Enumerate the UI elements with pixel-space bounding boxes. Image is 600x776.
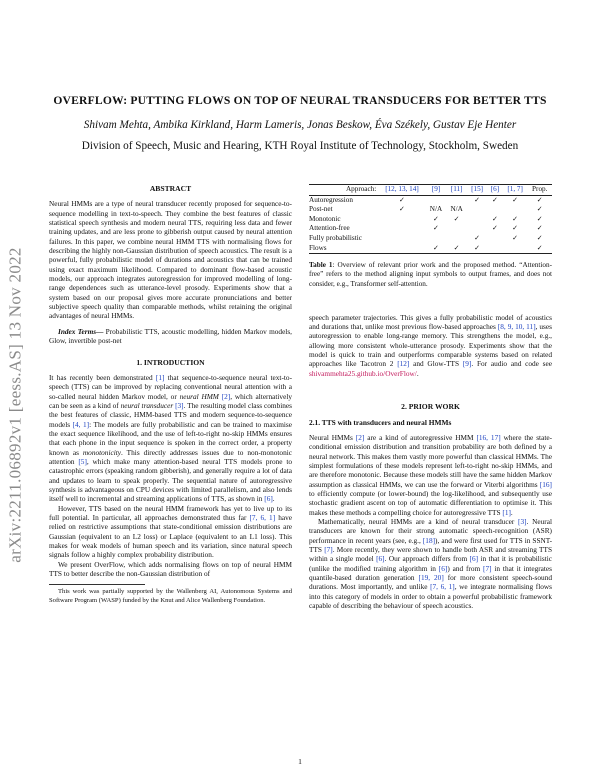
table-column-header: [15] [467, 185, 487, 196]
arxiv-stamp-text: arXiv:2211.06892v1 [eess.AS] 13 Nov 2022 [6, 247, 26, 563]
citation-link[interactable]: [2] [355, 432, 365, 442]
table-header-label: Approach: [309, 185, 378, 196]
table-row [309, 205, 552, 215]
table-cell: ✓ [432, 214, 439, 223]
citation-link[interactable]: [7] [324, 544, 333, 554]
table-row [309, 234, 552, 244]
citation-link[interactable]: [2] [221, 391, 231, 401]
citation-link[interactable]: [8, 9, 10, 11] [497, 322, 536, 332]
table-caption-text: : Overview of relevant prior work and the proposed method. “Attention-free” refers to the method aligning input symbols to output frames, and does not consider, e.g., Transformer self-attention. [309, 261, 552, 288]
intro-paragraph-2: However, TTS based on the neural HMM framework has yet to live up to its full potential. In particular, all approaches demonstrated thus far [7, 6, 1] have relied on restrictive assumptions that state-conditional emission distributions are Gaussian (equivalent to an L2 loss) or Laplace (equivalent to an L1 loss). This makes for weak models of human speech and its variation, since natural speech signals follow a highly complex probability distribution. [49, 503, 292, 560]
citation-link[interactable]: [19, 20] [418, 573, 444, 583]
citation-link[interactable]: [6] [438, 563, 448, 573]
row-label: Autoregression [309, 195, 353, 204]
row-label: Monotonic [309, 214, 341, 223]
table-cell: ✓ [512, 214, 519, 223]
citation-link[interactable]: [3] [518, 516, 527, 526]
page-number: 1 [298, 757, 302, 766]
intro-paragraph-1: It has recently been demonstrated [1] that sequence-to-sequence neural text-to-speech (TTS) can be improved by replacing conventional neural attention with a so-called neural hidden Markov model, or neural HMM [2], which alternatively can be seen as a kind of neural transducer [3]. The resulting model class combines the best features of classic, HMM-based TTS and modern sequence-to-sequence models [4, 1]: The models are fully probabilistic and can be trained to maximise the exact sequence likelihood, and the use of left-to-right no-skip HMMs ensures that each phone in the input sequence is spoken in the correct order, a property known as monotonicity. This directly addresses issues due to non-monotonic attention [5], which make many attention-based neural TTS models prone to catastrophic errors (speaking random gibberish), and generally require a lot of data and updates to learn to speak properly. The sequential nature of autoregressive synthesis is advantageous on CPU devices with limited parallelism, and also lends itself well to incremental and streaming applications of TTS, as shown in [6]. [49, 372, 293, 504]
citation-link[interactable]: [5] [78, 456, 87, 466]
index-terms [49, 327, 292, 346]
abstract-text: Neural HMMs are a type of neural transducer recently proposed for sequence-to-sequence modelling in text-to-speech. They combine the best features of classic statistical speech synthesis and modern neural TTS, requiring less data and fewer training updates, and are less prone to gibberish output caused by neural attention failures. In this paper, we combine neural HMM TTS with normalising flows for describing the highly non-Gaussian distribution of speech acoustics. The result is a powerful, fully probabilistic model of durations and acoustics that can be trained using exact maximum likelihood. Compared to dominant flow-based acoustic models, our approach integrates autoregression for improved modelling of long-range dependences such as utterance-level prosody. Experiments show that a system based on our proposal gives more accurate pronunciations and better subjective speech quality than comparable methods, whilst retaining the original advantages of neural HMMs. [49, 199, 292, 321]
intro-paragraph-3: We present OverFlow, which adds normalising flows on top of neural HMM TTS to better describe the non-Gaussian distribution of [49, 559, 292, 579]
table-cell: ✓ [432, 224, 439, 233]
table-cell [467, 224, 487, 234]
paper-title: OVERFLOW: PUTTING FLOWS ON TOP OF NEURAL TRANSDUCERS FOR BETTER TTS [53, 94, 547, 107]
intro-continued-paragraph: speech parameter trajectories. This gives a fully probabilistic model of acoustics and durations that, unlike most previous flow-based approaches [8, 9, 10, 11], uses autoregression to enable long-range memory. This strengthens the model, e.g., allowing more consistent whole-utterance prosody. Experiments show that the model is quick to train and outperforms comparable systems based on related approaches like Tacotron 2 [12] and Glow-TTS [9]. For audio and code see shivammehta25.github.io/OverFlow/. [309, 312, 552, 378]
prior-paragraph-2: Mathematically, neural HMMs are a kind of neural transducer [3]. Neural transducers are known for their strong automatic speech-recognition (ASR) performance in recent years (see, e.g., [18]), and were first used for TTS in SSNT-TTS [7]. More recently, they were shown to handle both ASR and streaming TTS within a single model [6]. Our approach differs from [6] in that it is probabilistic (unlike the modified training algorithm in [6]) and from [7] in that it integrates quantile-based duration generation [19, 20] for more consistent speech-sound durations. Most importantly, and unlike [7, 6, 1], we integrate normalising flows into this category of models in order to obtain a powerful probabilistic framework capable of describing the behaviour of speech acoustics. [309, 516, 552, 611]
table-cell [378, 234, 425, 244]
row-label: Post-net [309, 205, 333, 214]
table-cell: ✓ [491, 195, 498, 204]
citation-link[interactable]: [16] [539, 479, 552, 489]
citation-link[interactable]: [6] [469, 554, 479, 564]
footnote-rule [49, 584, 145, 585]
paper-affiliation: Division of Speech, Music and Hearing, KTH Royal Institute of Technology, Stockholm, Sweden [81, 140, 519, 152]
table-cell: ✓ [446, 244, 467, 254]
table-cell: ✓ [512, 195, 519, 204]
table-cell: ✓ [467, 244, 487, 254]
prior-work-heading: 2. PRIOR WORK [401, 402, 460, 412]
table-cell: ✓ [491, 214, 498, 223]
table-cell [446, 234, 467, 244]
table-column-header: [12, 13, 14] [378, 185, 425, 196]
table-cell [446, 195, 467, 205]
table-cell [426, 234, 447, 244]
table-cell [487, 205, 503, 215]
citation-link[interactable]: [6] [376, 554, 385, 564]
footnote [49, 588, 292, 605]
table-cell [487, 234, 503, 244]
paper-authors: Shivam Mehta, Ambika Kirkland, Harm Lameris, Jonas Beskow, Éva Székely, Gustav Eje Henter [83, 119, 517, 131]
table-cell: ✓ [512, 224, 519, 233]
project-url-link[interactable]: shivammehta25.github.io/OverFlow/ [309, 368, 417, 378]
table-cell [467, 215, 487, 225]
abstract-heading: ABSTRACT [149, 184, 192, 193]
comparison-table [309, 184, 552, 254]
citation-link[interactable]: [4, 1] [72, 419, 90, 429]
intro-heading: 1. INTRODUCTION [136, 357, 205, 367]
right-column [309, 184, 552, 610]
row-label: Fully probabilistic [309, 233, 362, 242]
prior-paragraph-1: Neural HMMs [2] are a kind of autoregressive HMM [16, 17] where the state-conditional emission distribution and transition probability are both defined by a neural network. This makes them vastly more powerful than classical HMMs. The simplest formulations of these models represent left-to-right no-skip HMMs, and are therefore monotonic. Because these models still have the same hidden Markov assumption as classical HMMs, we can use the forward or Viterbi algorithms [16] to efficiently compute (or lower-bound) the log-likelihood, and subsequently use stochastic gradient ascent on top of automatic differentiation to optimise it. This makes these methods a compelling choice for autoregressive TTS [1]. [309, 432, 553, 517]
table-cell: ✓ [474, 233, 481, 242]
citation-link[interactable]: [7] [483, 563, 492, 573]
citation-link[interactable]: [7, 6, 1] [249, 513, 276, 522]
table-column-header: [9] [426, 185, 447, 196]
citation-link[interactable]: [1] [502, 507, 511, 517]
citation-link[interactable]: [7, 6, 1] [430, 582, 455, 592]
table-column-header: Prop. [527, 185, 552, 196]
arxiv-stamp [2, 195, 30, 615]
table-cell [487, 244, 503, 254]
table-cell [503, 244, 528, 254]
table-cell: ✓ [474, 195, 481, 204]
citation-link[interactable]: [6] [264, 494, 273, 504]
table-cell [446, 224, 467, 234]
table-row [309, 224, 552, 234]
table-cell [467, 205, 487, 215]
table-cell: N/A [450, 205, 463, 214]
table-cell: ✓ [527, 244, 552, 254]
table-cell: N/A [429, 205, 443, 214]
table-cell: ✓ [398, 195, 405, 204]
left-column [49, 184, 292, 605]
footnote-text: This work was partially supported by the Wallenberg AI, Autonomous Systems and Software Program (WASP) funded by the Knut and Alice Wallenberg Foundation. [49, 588, 292, 604]
index-terms-label: Index Terms— [58, 326, 104, 336]
table-header-row [309, 185, 552, 196]
table-row [309, 215, 552, 225]
table-cell [426, 195, 447, 205]
table-cell [378, 215, 425, 225]
citation-link[interactable]: [12] [397, 359, 410, 369]
table-caption [309, 261, 552, 289]
table-cell: ✓ [453, 214, 460, 223]
row-label: Flows [309, 244, 378, 254]
table-column-header: [1, 7] [503, 185, 528, 196]
table-row [309, 195, 552, 205]
citation-link[interactable]: [16, 17] [476, 432, 501, 442]
citation-link[interactable]: [1] [155, 372, 165, 382]
table-cell: ✓ [512, 233, 519, 242]
table-row [309, 244, 552, 254]
table-cell: ✓ [536, 233, 543, 242]
table-cell: ✓ [426, 244, 447, 254]
table-cell: ✓ [536, 224, 543, 233]
row-label: Attention-free [309, 224, 350, 233]
table-cell: ✓ [536, 214, 543, 223]
subsection-heading: 2.1. TTS with transducers and neural HMMs [309, 417, 452, 427]
table-cell: ✓ [398, 205, 405, 214]
citation-link[interactable]: [3] [175, 400, 184, 410]
table-cell: ✓ [491, 224, 498, 233]
table-column-header: [6] [487, 185, 503, 196]
table-cell: ✓ [536, 205, 543, 214]
table-cell [503, 205, 528, 215]
table-caption-label: Table 1 [309, 261, 333, 270]
index-terms-text: Probabilistic TTS, acoustic modelling, hidden Markov models, Glow, invertible post-net [49, 326, 293, 346]
table-cell [378, 244, 425, 254]
table-column-header: [11] [446, 185, 467, 196]
table-cell: ✓ [536, 195, 543, 204]
citation-link[interactable]: [18] [422, 535, 436, 545]
table-cell [378, 224, 425, 234]
citation-link[interactable]: [9] [462, 359, 472, 369]
